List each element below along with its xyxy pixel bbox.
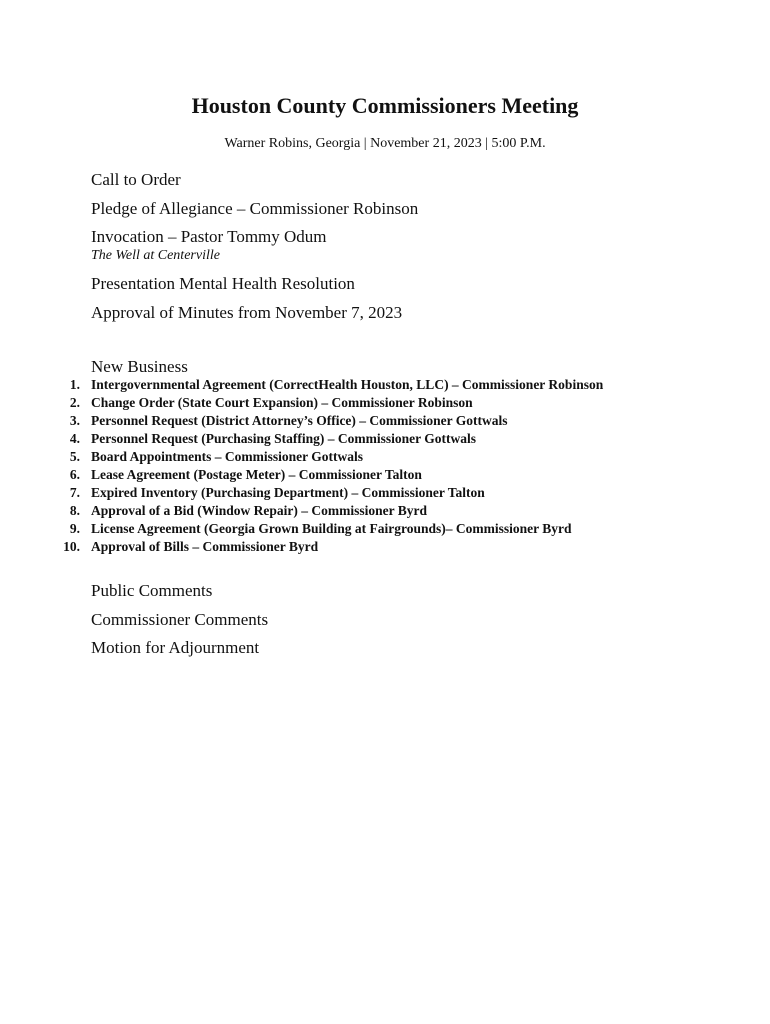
agenda-minutes: Approval of Minutes from November 7, 2023 <box>91 303 403 322</box>
agenda-commissioner-comments: Commissioner Comments <box>91 610 269 629</box>
item-text: Personnel Request (Purchasing Staffing) – Commissioner Gottwals <box>91 431 476 446</box>
item-text: Intergovernmental Agreement (CorrectHealth Houston, LLC) – Commissioner Robinson <box>91 377 604 392</box>
page-title: Houston County Commissioners Meeting <box>191 93 579 118</box>
agenda-pledge: Pledge of Allegiance – Commissioner Robinson <box>91 199 419 218</box>
item-number: 10. <box>63 539 80 554</box>
item-text: Board Appointments – Commissioner Gottwals <box>91 449 364 464</box>
item-number: 2. <box>69 395 80 410</box>
item-number: 1. <box>69 377 80 392</box>
item-text: Lease Agreement (Postage Meter) – Commissioner Talton <box>91 467 422 482</box>
item-text: Personnel Request (District Attorney’s Office) – Commissioner Gottwals <box>91 413 508 428</box>
item-text: Approval of a Bid (Window Repair) – Commissioner Byrd <box>91 503 428 518</box>
agenda-presentation: Presentation Mental Health Resolution <box>91 274 355 293</box>
agenda-call-to-order: Call to Order <box>91 170 181 189</box>
item-number: 4. <box>69 431 80 446</box>
agenda-public-comments: Public Comments <box>91 581 213 600</box>
item-number: 9. <box>69 521 80 536</box>
agenda-invocation-note: The Well at Centerville <box>91 248 220 263</box>
item-number: 7. <box>69 485 80 500</box>
meeting-details: Warner Robins, Georgia | November 21, 2023 | 5:00 P.M. <box>224 136 546 151</box>
item-text: License Agreement (Georgia Grown Building at Fairgrounds)– Commissioner Byrd <box>91 521 572 536</box>
item-text: Change Order (State Court Expansion) – Commissioner Robinson <box>91 395 473 410</box>
item-number: 3. <box>69 413 80 428</box>
agenda-invocation: Invocation – Pastor Tommy Odum <box>91 227 327 246</box>
item-number: 8. <box>69 503 80 518</box>
item-text: Approval of Bills – Commissioner Byrd <box>91 539 319 554</box>
agenda-adjournment: Motion for Adjournment <box>91 638 260 657</box>
item-text: Expired Inventory (Purchasing Department) – Commissioner Talton <box>91 485 485 500</box>
item-number: 6. <box>69 467 80 482</box>
new-business-heading: New Business <box>91 357 188 376</box>
item-number: 5. <box>69 449 80 464</box>
